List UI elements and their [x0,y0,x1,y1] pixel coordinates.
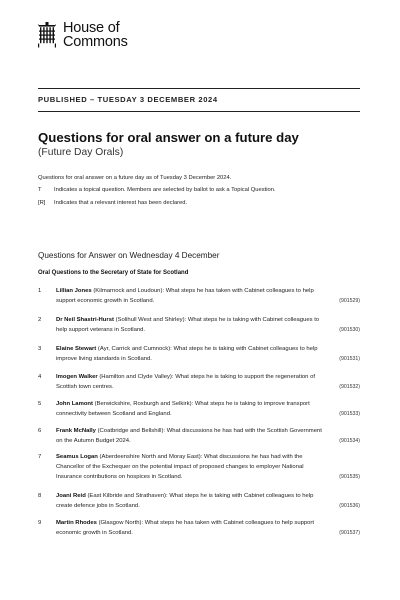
question-number: 4 [38,374,42,380]
intro-text: Questions for oral answer on a future day as of Tuesday 3 December 2024. [38,175,232,181]
constituency: (Ayr, Carrick and Cumnock): [97,346,172,352]
question-text: What steps he is taking to improve transport connectivity between Scotland and England. [56,401,310,417]
legend-text: Indicates that a relevant interest has been declared. [54,200,188,206]
question-number: 5 [38,401,42,407]
question-text: What discussions he has had with the Scottish Government on the Autumn Budget 2024. [56,428,322,444]
question-item [38,287,360,307]
question-item [38,427,360,447]
legend-interest [38,200,187,206]
question-ref: (901532) [339,383,360,390]
header-rule-top [38,88,360,89]
question-number: 2 [38,317,42,323]
question-ref: (901529) [339,297,360,304]
constituency: (Berwickshire, Roxburgh and Selkirk): [94,401,194,407]
logo-line-1: House of [63,20,120,36]
legend-symbol: [R] [38,200,46,206]
member-name: Seamus Logan [56,454,98,460]
section-heading: Oral Questions to the Secretary of State for Scotland [38,270,189,276]
member-name: Imogen Walker [56,374,98,380]
member-name: John Lamont [56,401,93,407]
question-number: 8 [38,493,42,499]
question-text: What steps he is taking to support the regeneration of Scottish town centres. [56,374,316,390]
question-ref: (901531) [339,355,360,362]
portcullis-icon [37,22,57,48]
question-item [38,345,360,365]
member-name: Dr Neil Shastri-Hurst [56,317,114,323]
constituency: (Coatbridge and Bellshill): [97,428,166,434]
member-name: Joani Reid [56,493,86,499]
question-text: What steps he is taking with Cabinet colleagues to help create defence jobs in Scotland. [56,493,314,509]
page-subtitle: (Future Day Orals) [38,147,124,158]
header-rule-bottom [38,111,360,112]
constituency: (Kilmarnock and Loudoun): [93,288,165,294]
question-item [38,492,360,512]
question-ref: (901536) [339,502,360,509]
question-number: 6 [38,428,42,434]
question-number: 7 [38,454,42,460]
question-number: 9 [38,520,42,526]
question-text: What steps he is taking with Cabinet colleagues to help support veterans in Scotland. [56,317,320,333]
constituency: (Glasgow North): [98,520,144,526]
question-number: 3 [38,346,42,352]
constituency: (Aberdeenshire North and Moray East): [99,454,203,460]
question-ref: (901533) [339,410,360,417]
question-ref: (901534) [339,437,360,444]
question-ref: (901530) [339,326,360,333]
question-ref: (901535) [339,473,360,480]
day-heading: Questions for Answer on Wednesday 4 December [38,251,220,260]
question-text: What steps he has taken with Cabinet colleagues to help support economic growth in Scotland. [56,288,314,304]
question-item [38,316,360,336]
member-name: Martin Rhodes [56,520,97,526]
member-name: Frank McNally [56,428,96,434]
logo-line-2: Commons [63,33,128,50]
question-text: What discussions he has had with the Chancellor of the Exchequer on the potential impact of proposed changes to employer National Insurance contributions on hospices in Scotland. [56,454,304,480]
legend-topical [38,187,276,193]
question-item [38,453,360,482]
constituency: (Hamilton and Clyde Valley): [99,374,174,380]
question-ref: (901537) [339,529,360,536]
question-text: What steps he is taking with Cabinet colleagues to help improve living standards in Scotland. [56,346,318,362]
published-date: PUBLISHED – TUESDAY 3 DECEMBER 2024 [38,95,218,104]
question-item [38,400,360,420]
question-text: What steps he has taken with Cabinet colleagues to help support economic growth in Scotland. [56,520,315,536]
legend-text: Indicates a topical question. Members are selected by ballot to ask a Topical Question. [54,187,276,193]
legend-symbol: T [38,187,42,193]
member-name: Lillian Jones [56,288,92,294]
question-number: 1 [38,288,42,294]
question-item [38,373,360,393]
page-title: Questions for oral answer on a future day [38,130,299,145]
member-name: Elaine Stewart [56,346,97,352]
constituency: (East Kilbride and Strathaven): [87,493,168,499]
question-item [38,519,360,539]
house-of-commons-logo [37,22,128,49]
constituency: (Solihull West and Shirley): [115,317,187,323]
